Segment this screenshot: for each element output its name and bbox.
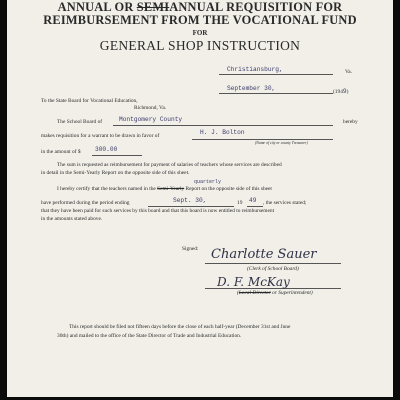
footer-line1: This report should be filed not fifteen days before the close of each half-year (December 31st and June (69, 324, 291, 330)
hereby-label: hereby (343, 119, 358, 125)
period-end-date: Sept. 30, (173, 197, 207, 204)
addressee-line2: Richmond, Va. (134, 105, 167, 111)
form-title-for: FOR (192, 29, 208, 37)
clerk-signature: Charlotte Sauer (211, 247, 317, 262)
payee-caption: (Name of city or county Treasurer) (255, 141, 308, 145)
amount-value: 300.00 (95, 146, 118, 153)
superintendent-signature: D. F. McKay (217, 275, 290, 289)
form-title-line1: ANNUAL OR SEMIANNUAL REQUISITION FOR (57, 0, 343, 14)
school-board-label: The School Board of (57, 119, 103, 125)
form-title-line2: REIMBURSEMENT FROM THE VOCATIONAL FUND (43, 13, 357, 27)
period-year: 49 (249, 197, 257, 204)
signed-label: Signed: (182, 246, 199, 252)
date-year: (1949) (333, 88, 349, 95)
para1-line1: The sum is requested as reimbursement for payment of salaries of teachers whose services are described (57, 162, 282, 168)
addressee-line1: To the State Board for Vocational Education, (41, 98, 138, 104)
inserted-quarterly: quarterly (194, 179, 222, 185)
city: Christiansburg, (227, 66, 283, 73)
county-name: Montgomery County (119, 116, 183, 123)
form-title-line3: GENERAL SHOP INSTRUCTION (99, 38, 301, 53)
clerk-caption: (Clerk of School Board) (247, 266, 299, 272)
struck-semi: SEMI (136, 0, 170, 14)
para2-line4: in the amounts stated above. (41, 216, 103, 222)
superintendent-caption: (Local Director or Superintendent) (237, 290, 313, 296)
struck-semi-yearly: Semi-Yearly (157, 186, 185, 192)
requisition-form: ANNUAL OR SEMIANNUAL REQUISITION FOR REIMBURSEMENT FROM THE VOCATIONAL FUND FOR GENERAL SHOP INSTRUCTION Christiansburg, Va. September 30, (1949) To the State Board for Vocational Education, Richmond, Va. The School Board of Montgomery County hereby makes requisition for a warrant to be drawn in favor of H. J. Bolton (Name of city or county Treasurer) in the amount of $ 300.00 The sum is requested as reimbursement for payment of salaries of teachers whose services are described in detail in the Semi-Yearly Report on the opposite side of this sheet. I hereby certify that the teachers named in the Semi-Yearly Report on the opposite side of this sheet quarterly have performed during the period ending Sept. 30, 19 49 , the services stated; that they have been paid for such services by this board and that this board is now entitled to reimbursement in the amounts stated above. Signed: Charlotte Sauer (Clerk of School Board) D. F. McKay (Local Director or Superintendent) This report should be filed not fifteen days before the close of each half-year (December 31st and June 30th) and mailed to the office of the State Director of Trade and Industrial Education. (7, 0, 393, 397)
footer-line2: 30th) and mailed to the office of the State Director of Trade and Industrial Education. (57, 333, 242, 339)
para2-line2: have performed during the period ending (41, 200, 130, 206)
payee-name: H. J. Bolton (200, 129, 245, 136)
para2-line1: I hereby certify that the teachers named in the Semi-Yearly Report on the opposite side of this sheet (57, 186, 272, 192)
state: Va. (345, 69, 353, 75)
warrant-text: makes requisition for a warrant to be drawn in favor of (41, 133, 160, 139)
para2-line3: that they have been paid for such services by this board and that this board is now entitled to reimbursement (41, 208, 275, 214)
date-month-day: September 30, (227, 85, 276, 92)
amount-label: in the amount of $ (41, 149, 81, 155)
para1-line2: in detail in the Semi-Yearly Report on the opposite side of this sheet. (41, 170, 190, 176)
